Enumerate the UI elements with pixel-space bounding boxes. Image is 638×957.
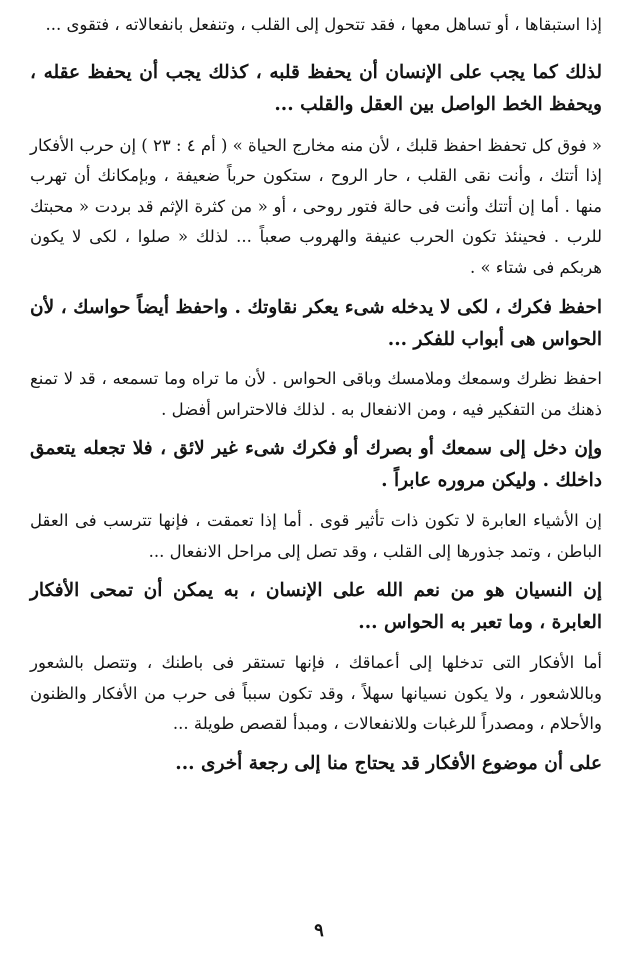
section-heading-4: إن النسيان هو من نعم الله على الإنسان ، به يمكن أن تمحى الأفكار العابرة ، وما تعبر به الحواس ...	[30, 580, 602, 633]
section-heading-2: احفظ فكرك ، لكى لا يدخله شىء يعكر نقاوتك . واحفظ أيضاً حواسك ، لأن الحواس هى أبواب للفكر ...	[30, 297, 602, 350]
section-body-4: أما الأفكار التى تدخلها إلى أعماقك ، فإنها تستقر فى باطنك ، وتتصل بالشعور وباللاشعور ، ولا يكون نسيانها سهلاً ، وقد تكون سبباً فى حرب من الأفكار والظنون والأحلام ، ومصدراً للرغبات وللانفعالات ، ومبدأ لقصص طويلة ...	[30, 653, 602, 733]
section-heading-3: وإن دخل إلى سمعك أو بصرك أو فكرك شىء غير لائق ، فلا تجعله يتعمق داخلك . وليكن مروره عابراً .	[30, 438, 602, 491]
section-body-1: « فوق كل تحفظ احفظ قلبك ، لأن منه مخارج الحياة » ( أم ٤ : ٢٣ ) إن حرب الأفكار إذا أتتك ، وأنت نقى القلب ، حار الروح ، ستكون حرباً ضعيفة ، وبإمكانك أن تهرب منها . أما إن أتتك وأنت فى حالة فتور روحى ، أو « من كثرة الإثم قد بردت « محبتك للرب . فحينئذ تكون الحرب عنيفة والهروب صعباً ... لذلك « صلوا ، لكى لا يكون هربكم فى شتاء » .	[30, 135, 602, 277]
page-number: ٩	[314, 920, 324, 941]
closing-heading: على أن موضوع الأفكار قد يحتاج منا إلى رجعة أخرى ...	[175, 752, 602, 774]
intro-paragraph: إذا استبقاها ، أو تساهل معها ، فقد تتحول إلى القلب ، وتنفعل بانفعالاته ، فتقوى ...	[45, 15, 602, 34]
section-heading-1: لذلك كما يجب على الإنسان أن يحفظ قلبه ، كذلك يجب أن يحفظ عقله ، ويحفظ الخط الواصل بين العقل والقلب ...	[30, 61, 602, 115]
section-body-3: إن الأشياء العابرة لا تكون ذات تأثير قوى . أما إذا تعمقت ، فإنها تترسب فى العقل الباطن ، وتمد جذورها إلى القلب ، وقد تصل إلى مراحل الانفعال ...	[30, 511, 602, 561]
section-body-2: احفظ نظرك وسمعك وملامسك وباقى الحواس . لأن ما تراه وما تسمعه ، قد لا تمنع ذهنك من التفكير فيه ، ومن الانفعال به . لذلك فالاحتراس أفضل .	[30, 369, 602, 419]
